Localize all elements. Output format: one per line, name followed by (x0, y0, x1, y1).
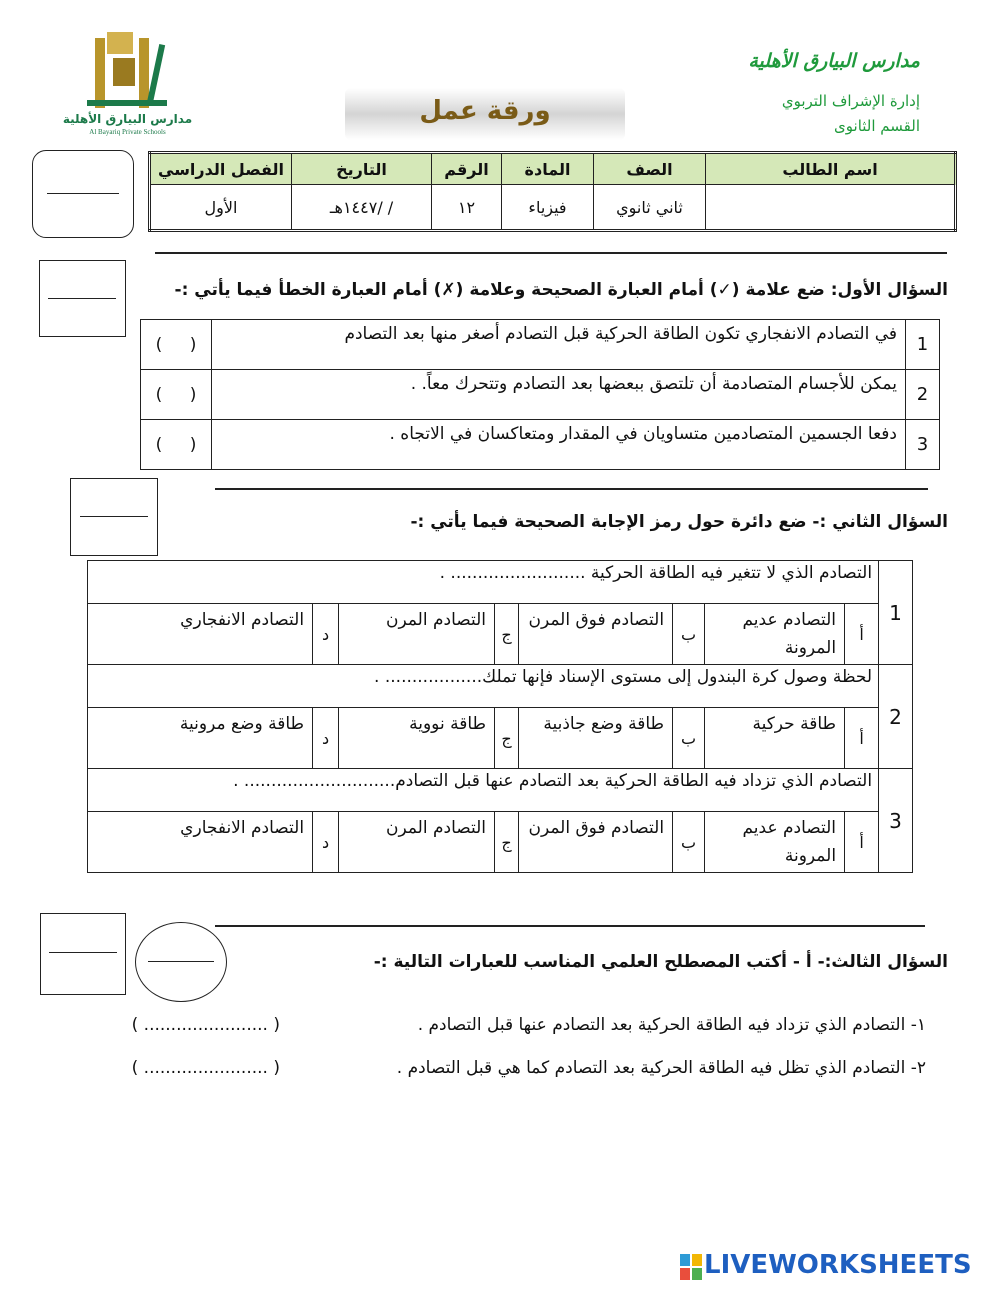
table-row (88, 665, 913, 708)
q2-option[interactable]: التصادم عديم المرونة (705, 604, 845, 665)
q2-option[interactable]: طاقة وضع مرونية (88, 708, 313, 769)
score-line (47, 193, 119, 194)
q3-answer-blank[interactable]: ( ....................... ) (131, 1015, 280, 1035)
q2-option[interactable]: التصادم عديم المرونة (705, 812, 845, 873)
header-student-name: اسم الطالب (706, 153, 956, 185)
q2-option[interactable]: التصادم المرن (339, 604, 495, 665)
q2-item-number: 2 (879, 665, 913, 769)
q2-option[interactable]: طاقة حركية (705, 708, 845, 769)
grade-value: ثاني ثانوي (594, 185, 706, 231)
liveworksheets-wordmark: LIVEWORKSHEETS (704, 1250, 972, 1280)
option-letter: أ (845, 604, 879, 665)
option-letter: ب (673, 812, 705, 873)
q1-answer-box[interactable]: ( ) (141, 320, 212, 370)
q2-score-box (70, 478, 158, 556)
q2-option[interactable]: التصادم الانفجاري (88, 604, 313, 665)
q3-answer-blank[interactable]: ( ....................... ) (131, 1058, 280, 1078)
header-semester: الفصل الدراسي (150, 153, 292, 185)
q2-item-number: 1 (879, 561, 913, 665)
q2-option[interactable]: التصادم فوق المرن (519, 604, 673, 665)
q2-option[interactable]: التصادم المرن (339, 812, 495, 873)
divider (155, 252, 947, 254)
worksheet-title: ورقة عمل (419, 96, 551, 126)
option-letter: ب (673, 708, 705, 769)
q3-item-text: ١- التصادم الذي تزداد فيه الطاقة الحركية بعد التصادم عنها قبل التصادم . (417, 1015, 926, 1035)
option-letter: ج (495, 708, 519, 769)
q1-item-number: 1 (906, 320, 940, 370)
q2-item-number: 3 (879, 769, 913, 873)
liveworksheets-icon (680, 1254, 702, 1280)
date-value: / /١٤٤٧هـ (292, 185, 432, 231)
liveworksheets-logo[interactable] (680, 1252, 990, 1282)
table-row (88, 769, 913, 812)
q3-score-circle (135, 922, 227, 1002)
student-name-field[interactable] (706, 185, 956, 231)
q1-score-box (39, 260, 126, 337)
logo-english-text: Al Bayariq Private Schools (89, 128, 166, 136)
q1-answer-box[interactable]: ( ) (141, 370, 212, 420)
q2-option[interactable]: التصادم فوق المرن (519, 812, 673, 873)
score-line (48, 298, 116, 299)
divider (215, 488, 928, 490)
q2-question-stem: التصادم الذي لا تتغير فيه الطاقة الحركية ......................... . (88, 561, 879, 604)
table-row (88, 708, 913, 769)
option-letter: ج (495, 604, 519, 665)
q1-item-text: يمكن للأجسام المتصادمة أن تلتصق ببعضها بعد التصادم وتتحرك معاً. . (212, 370, 906, 420)
header-grade: الصف (594, 153, 706, 185)
q1-item-text: في التصادم الانفجاري تكون الطاقة الحركية قبل التصادم أصغر منها بعد التصادم (212, 320, 906, 370)
department-label: إدارة الإشراف التربوي (781, 92, 920, 110)
score-line (49, 952, 117, 953)
q2-table (87, 560, 913, 873)
option-letter: د (313, 812, 339, 873)
school-name: مدارس البيارق الأهلية (748, 50, 920, 72)
header-date: التاريخ (292, 153, 432, 185)
q3-item-text: ٢- التصادم الذي تظل فيه الطاقة الحركية بعد التصادم كما هي قبل التصادم . (396, 1058, 926, 1078)
table-row (141, 420, 940, 470)
option-letter: د (313, 604, 339, 665)
semester-value: الأول (150, 185, 292, 231)
divider (215, 925, 925, 927)
header-subject: المادة (502, 153, 594, 185)
table-row (88, 812, 913, 873)
table-row (141, 370, 940, 420)
q2-option[interactable]: طاقة نووية (339, 708, 495, 769)
q3-title: السؤال الثالث:- أ - أكتب المصطلح العلمي المناسب للعبارات التالية :- (373, 952, 948, 972)
q1-table (140, 319, 940, 470)
number-value: ١٢ (432, 185, 502, 231)
section-label: القسم الثانوى (834, 117, 920, 135)
table-row (88, 561, 913, 604)
q2-question-stem: لحظة وصول كرة البندول إلى مستوى الإسناد فإنها تملك.................. . (88, 665, 879, 708)
q1-item-number: 3 (906, 420, 940, 470)
header-number: الرقم (432, 153, 502, 185)
q1-title: السؤال الأول: ضع علامة (✓) أمام العبارة الصحيحة وعلامة (✗) أمام العبارة الخطأ فيما يأتي :- (174, 280, 948, 300)
q3-score-box (40, 913, 126, 995)
option-letter: أ (845, 708, 879, 769)
score-line (148, 961, 214, 962)
q2-option[interactable]: طاقة وضع جاذبية (519, 708, 673, 769)
table-row (88, 604, 913, 665)
option-letter: أ (845, 812, 879, 873)
subject-value: فيزياء (502, 185, 594, 231)
option-letter: ب (673, 604, 705, 665)
table-row (141, 320, 940, 370)
q1-answer-box[interactable]: ( ) (141, 420, 212, 470)
q2-option[interactable]: التصادم الانفجاري (88, 812, 313, 873)
student-info-table (148, 151, 957, 232)
total-score-box (32, 150, 134, 238)
score-line (80, 516, 148, 517)
option-letter: د (313, 708, 339, 769)
q2-title: السؤال الثاني :- ضع دائرة حول رمز الإجابة الصحيحة فيما يأتي :- (410, 512, 948, 532)
q1-item-number: 2 (906, 370, 940, 420)
option-letter: ج (495, 812, 519, 873)
logo-arabic-text: مدارس البيارق الأهلية (62, 112, 193, 126)
q2-question-stem: التصادم الذي تزداد فيه الطاقة الحركية بعد التصادم عنها قبل التصادم............................ . (88, 769, 879, 812)
q1-item-text: دفعا الجسمين المتصادمين متساويان في المقدار ومتعاكسان في الاتجاه . (212, 420, 906, 470)
